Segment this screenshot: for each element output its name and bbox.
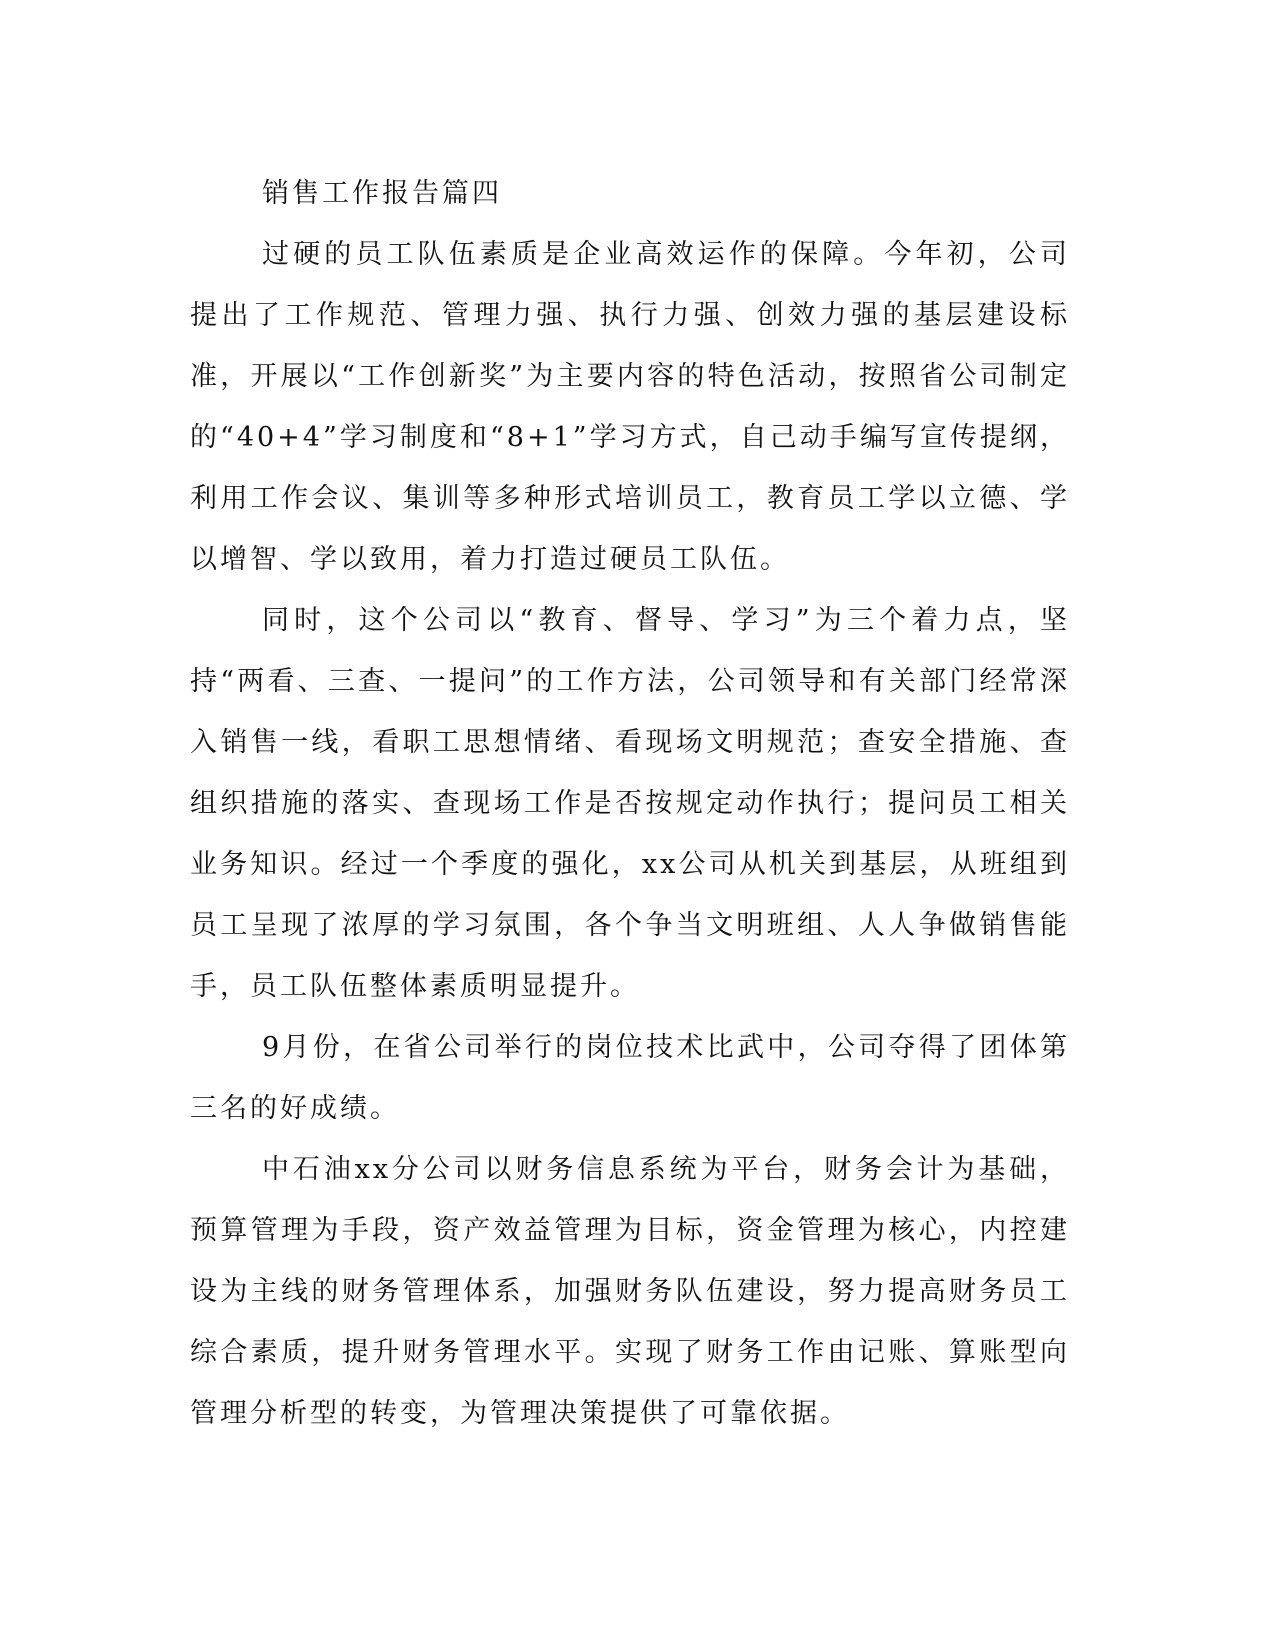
- paragraph-financial-management: 中石油xx分公司以财务信息系统为平台，财务会计为基础，预算管理为手段，资产效益管理为目标，资金管理为核心，内控建设为主线的财务管理体系，加强财务队伍建设，努力提高财务员工综合素质，提升财务管理水平。实现了财务工作由记账、算账型向管理分析型的转变，为管理决策提供了可靠依据。: [190, 1154, 1070, 1429]
- paragraph-staff-quality: 过硬的员工队伍素质是企业高效运作的保障。今年初，公司提出了工作规范、管理力强、执行力强、创效力强的基层建设标准，开展以“工作创新奖”为主要内容的特色活动，按照省公司制定的“40+4”学习制度和“8+1”学习方式，自己动手编写宣传提纲，利用工作会议、集训等多种形式培训员工，教育员工学以立德、学以增智、学以致用，着力打造过硬员工队伍。: [190, 239, 1070, 575]
- document-title: 销售工作报告篇四: [262, 178, 502, 209]
- paragraph-competition-result: 9月份，在省公司举行的岗位技术比武中，公司夺得了团体第三名的好成绩。: [190, 1032, 1070, 1124]
- paragraph-supervision-method: 同时，这个公司以“教育、督导、学习”为三个着力点，坚持“两看、三查、一提问”的工作方法，公司领导和有关部门经常深入销售一线，看职工思想情绪、看现场文明规范；查安全措施、查组织措施的落实、查现场工作是否按规定动作执行；提问员工相关业务知识。经过一个季度的强化，xx公司从机关到基层，从班组到员工呈现了浓厚的学习氛围，各个争当文明班组、人人争做销售能手，员工队伍整体素质明显提升。: [190, 605, 1070, 1002]
